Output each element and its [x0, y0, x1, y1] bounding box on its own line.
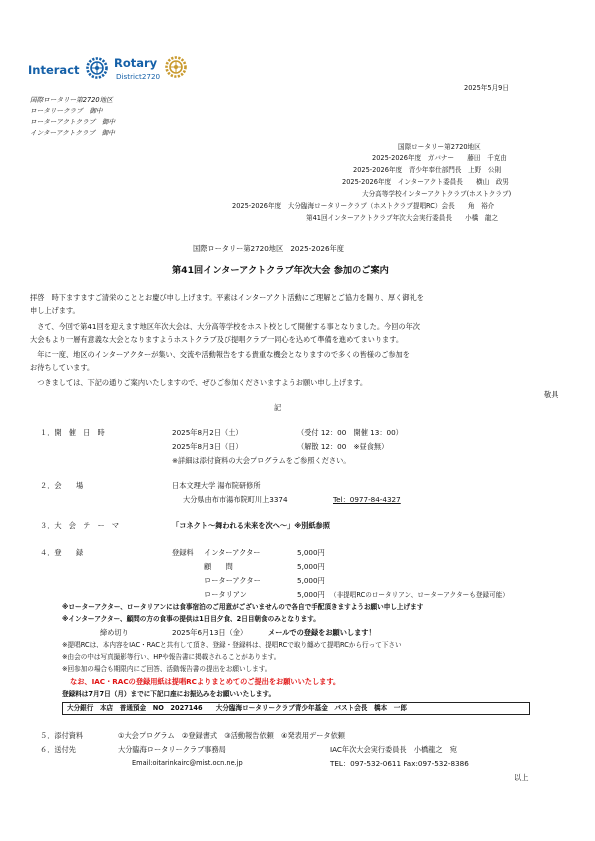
fee-role: ロータリアン: [204, 590, 247, 599]
sender-line: 大分高等学校インターアクトクラブ(ホストクラブ): [362, 190, 512, 198]
convention-theme: 「コネクト～舞われる未来を次へ～」※別紙参照: [172, 521, 330, 530]
fee-amount: 5,000円: [297, 548, 325, 557]
interact-wheel-icon: [86, 57, 108, 79]
red-notice: なお、IAC・RACの登録用紙は提唱RCよりまとめてのご提出をお願いいたします。: [70, 677, 341, 686]
sender-line: 2025-2026年度 インターアクト委員長 横山 政男: [342, 178, 510, 186]
venue-address: 大分県由布市湯布院町川上3374: [183, 495, 288, 504]
fee-amount: 5,000円: [297, 590, 325, 599]
fee-role: ローターアクター: [204, 576, 261, 585]
section-3-label: ３．大 会 テ ー マ: [40, 521, 120, 530]
fee-role: インターアクター: [204, 548, 261, 557]
bank-account-box: 大分銀行 本店 普通預金 NO 2027146 大分臨海ロータリークラブ青少年基金 パスト会長 橋本 一郎: [62, 702, 530, 715]
body-paragraph: さて、今回で第41回を迎えます地区年次大会は、大分高等学校をホスト校として開催する事となりました。今回の年次: [30, 322, 420, 331]
section-4-label: ４．登 録: [40, 548, 84, 557]
recipient-line: ロータリークラブ 御中: [30, 107, 103, 115]
body-paragraph: 年に一度、地区のインターアクターが集い、交流や活動報告をする貴重な機会となりますので多くの皆様のご参加を: [30, 350, 410, 359]
rotary-wheel-icon: [165, 56, 187, 78]
attachments-list: ①大会プログラム ②登録書式 ③活動報告依頼 ④発表用データ依頼: [118, 731, 345, 740]
body-paragraph: つきましては、下記の通りご案内いたしますので、ぜひご参加くださいますようお願い申し上げます。: [30, 378, 368, 387]
ijou-closing: 以上: [514, 773, 529, 782]
sender-line: 2025-2026年度 大分臨海ロータリークラブ（ホストクラブ提唱RC）会長 角 裕介: [232, 202, 495, 210]
meal-note: ※インターアクター、顧問の方の食事の提供は1日目夕食、2日目朝食のみとなります。: [62, 615, 320, 623]
deadline-label: 締め切り: [100, 628, 129, 637]
section-1-detail-note: ※詳細は添付資料の大会プログラムをご参照ください。: [172, 456, 351, 465]
body-paragraph: 拝啓 時下ますますご清栄のこととお慶び申し上げます。平素はインターアクト活動にご理解とご協力を賜り、厚く御礼を: [30, 293, 424, 302]
section-1-date-2: 2025年8月3日（日）: [172, 442, 243, 451]
sender-line: 2025-2026年度 青少年奉仕部門長 上野 公則: [353, 166, 502, 174]
body-paragraph: お待ちしています。: [30, 363, 95, 372]
section-1-note-1: （受付 12：00 開催 13：00）: [297, 428, 403, 437]
payment-note: 登録料は7月7日（月）までに下記口座にお振込みをお願いいたします。: [62, 690, 276, 698]
registration-note: ※回参加の場合も期限内にご回答、活動報告書の提出をお願いします。: [62, 665, 272, 673]
rotary-wordmark: Rotary: [114, 56, 158, 70]
section-2-label: ２．会 場: [40, 481, 84, 490]
body-paragraph: 大会もより一層有意義な大会となりますようホストクラブ及び提唱クラブ一同心を込めて準備を進めてまいります。: [30, 335, 404, 344]
document-title: 第41回インターアクトクラブ年次大会 参加のご案内: [172, 265, 389, 276]
recipient-line: 国際ロータリー第2720地区: [30, 96, 113, 104]
send-to-phone: TEL：097-532-0611 Fax:097-532-8386: [330, 759, 469, 768]
fee-label: 登録料: [172, 548, 194, 557]
registration-note: ※提唱RCは、本内容をIAC・RACと共有して頂き、登録・登録料は、提唱RCで取り纏めて提唱RCから行って下さい: [62, 641, 402, 649]
send-to-contact: IAC年次大会実行委員長 小橋龍之 宛: [330, 745, 457, 754]
deadline-date: 2025年6月13日（金）: [172, 628, 248, 637]
fee-role: 顧 問: [204, 562, 233, 571]
document-date: 2025年5月9日: [464, 84, 509, 92]
meal-note: ※ローターアクター、ロータリアンには食事宿泊のご用意がございませんので各自で手配頂きますようお願い申し上げます: [62, 603, 424, 611]
fee-amount: 5,000円: [297, 576, 325, 585]
fee-amount: 5,000円: [297, 562, 325, 571]
ki-heading: 記: [274, 403, 282, 412]
registration-note: ※由会の中は写真撮影等行い、HPや報告書に掲載されることがあります。: [62, 653, 281, 661]
document-subtitle: 国際ロータリー第2720地区 2025-2026年度: [193, 244, 344, 253]
recipient-line: ローターアクトクラブ 御中: [30, 118, 116, 126]
section-6-label: ６．送付先: [40, 745, 76, 754]
body-paragraph: 申し上げます。: [30, 306, 80, 315]
section-1-date-1: 2025年8月2日（土）: [172, 428, 243, 437]
venue-name: 日本文理大学 湯布院研修所: [172, 481, 261, 490]
sender-line: 2025-2026年度 ガバナー 藤田 千克由: [372, 154, 507, 162]
recipient-line: インターアクトクラブ 御中: [30, 129, 115, 137]
send-to-org: 大分臨海ロータリークラブ事務局: [118, 745, 226, 754]
deadline-text: メールでの登録をお願いします！: [268, 628, 376, 637]
venue-tel-link[interactable]: Tel：0977-84-4327: [333, 495, 401, 504]
interact-wordmark: Interact: [28, 63, 80, 77]
sender-line: 国際ロータリー第2720地区: [398, 143, 481, 151]
keigu-closing: 敬具: [544, 390, 559, 399]
send-to-email-link[interactable]: Email:oitarinkairc@mist.ocn.ne.jp: [132, 759, 243, 767]
fee-eligibility-note: （非提唱RCのロータリアン、ローターアクターも登録可能）: [330, 591, 509, 599]
section-1-note-2: （解散 12：00 ※昼食無）: [297, 442, 389, 451]
section-5-label: ５．添付資料: [40, 731, 84, 740]
section-1-label: １．開 催 日 時: [40, 428, 105, 437]
sender-line: 第41回インターアクトクラブ年次大会実行委員長 小橋 龍之: [306, 214, 499, 222]
district-label: District2720: [116, 72, 161, 81]
